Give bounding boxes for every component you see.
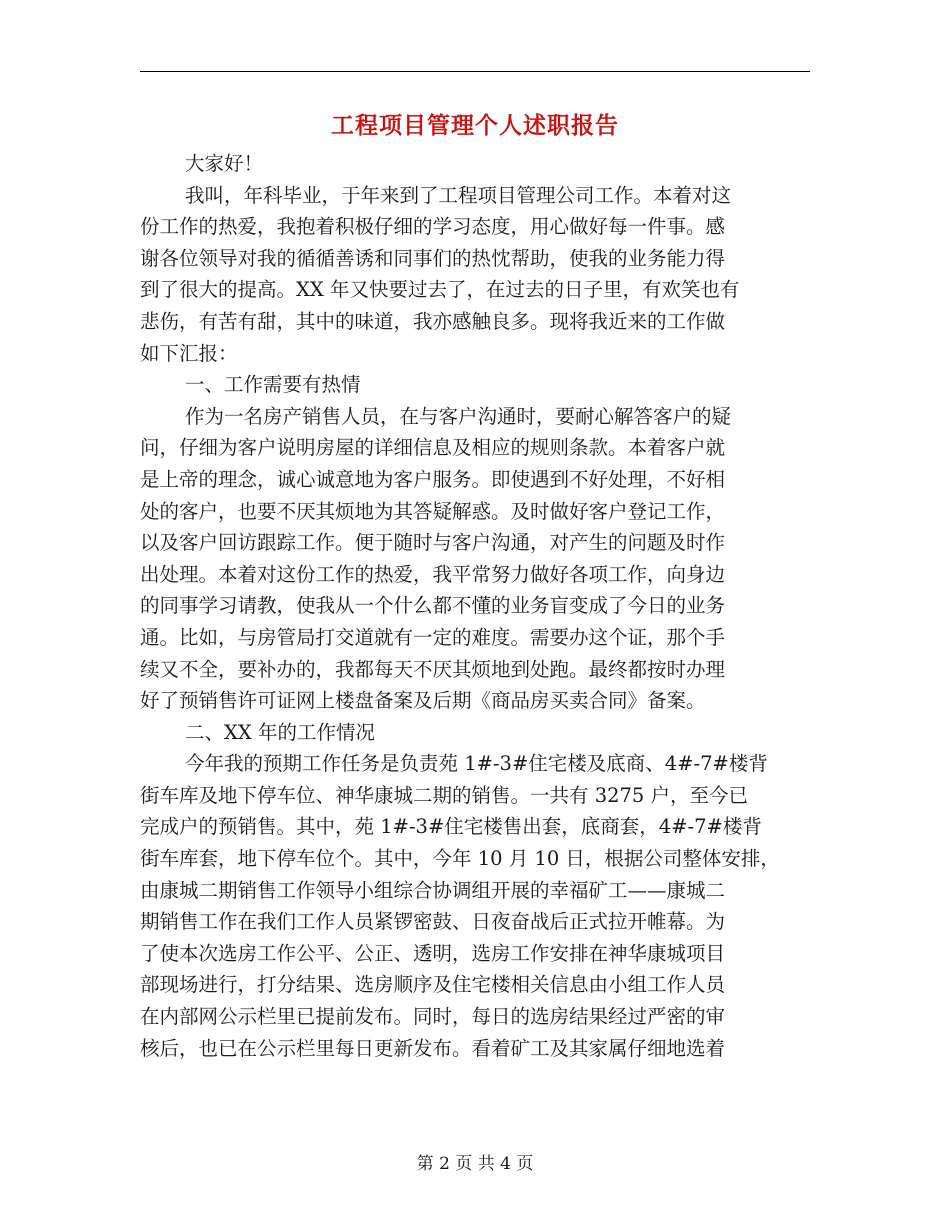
body-line: 一、工作需要有热情 (185, 373, 361, 397)
page-number: 第 2 页 共 4 页 (416, 1154, 534, 1174)
body-line: 好了预销售许可证网上楼盘备案及后期《商品房买卖合同》备案。 (140, 689, 706, 713)
body-line: 大家好！ (185, 152, 264, 175)
body-line: 续又不全，要补办的，我都每天不厌其烦地到处跑。最终都按时办理 (140, 657, 726, 681)
body-line: 街车库及地下停车位、神华康城二期的销售。一共有 3275 户，至今已 (140, 783, 749, 807)
body-line: 二、XX 年的工作情况 (185, 720, 375, 744)
body-line: 核后，也已在公示栏里每日更新发布。看着矿工及其家属仔细地选着 (140, 1036, 726, 1060)
body-line: 我叫，年科毕业，于年来到了工程项目管理公司工作。本着对这 (185, 183, 732, 207)
body-line: 在内部网公示栏里已提前发布。同时，每日的选房结果经过严密的审 (140, 1005, 726, 1029)
document-body (140, 148, 810, 1064)
body-line: 通。比如，与房管局打交道就有一定的难度。需要办这个证，那个手 (140, 625, 726, 649)
body-line: 期销售工作在我们工作人员紧锣密鼓、日夜奋战后正式拉开帷幕。为 (140, 910, 726, 934)
body-line: 今年我的预期工作任务是负责苑 1#-3#住宅楼及底商、4#-7#楼背 (185, 752, 768, 776)
body-line: 作为一名房产销售人员，在与客户沟通时，要耐心解答客户的疑 (185, 404, 732, 428)
document-title: 工程项目管理个人述职报告 (331, 113, 619, 139)
body-line: 出处理。本着对这份工作的热爱，我平常努力做好各项工作，向身边 (140, 562, 726, 586)
body-line: 部现场进行，打分结果、选房顺序及住宅楼相关信息由小组工作人员 (140, 973, 726, 997)
body-line: 问，仔细为客户说明房屋的详细信息及相应的规则条款。本着客户就 (140, 436, 726, 460)
body-line: 如下汇报： (140, 341, 238, 365)
body-line: 以及客户回访跟踪工作。便于随时与客户沟通，对产生的问题及时作 (140, 531, 726, 555)
body-line: 是上帝的理念，诚心诚意地为客户服务。即使遇到不好处理，不好相 (140, 467, 726, 491)
body-line: 处的客户，也要不厌其烦地为其答疑解惑。及时做好客户登记工作， (140, 499, 726, 523)
body-line: 了使本次选房工作公平、公正、透明，选房工作安排在神华康城项目 (140, 941, 726, 965)
header-rule (140, 71, 810, 72)
body-line: 悲伤，有苦有甜，其中的味道，我亦感触良多。现将我近来的工作做 (140, 309, 726, 333)
body-line: 完成户的预销售。其中，苑 1#-3#住宅楼售出套，底商套，4#-7#楼背 (140, 815, 762, 839)
body-line: 由康城二期销售工作领导小组综合协调组开展的幸福矿工——康城二 (140, 878, 726, 902)
body-line: 街车库套，地下停车位个。其中，今年 10 月 10 日，根据公司整体安排， (140, 847, 780, 871)
body-line: 谢各位领导对我的循循善诱和同事们的热忱帮助，使我的业务能力得 (140, 246, 726, 270)
body-line: 到了很大的提高。XX 年又快要过去了，在过去的日子里，有欢笑也有 (140, 278, 740, 302)
body-line: 的同事学习请教，使我从一个什么都不懂的业务盲变成了今日的业务 (140, 594, 726, 618)
body-line: 份工作的热爱，我抱着积极仔细的学习态度，用心做好每一件事。感 (140, 215, 726, 239)
